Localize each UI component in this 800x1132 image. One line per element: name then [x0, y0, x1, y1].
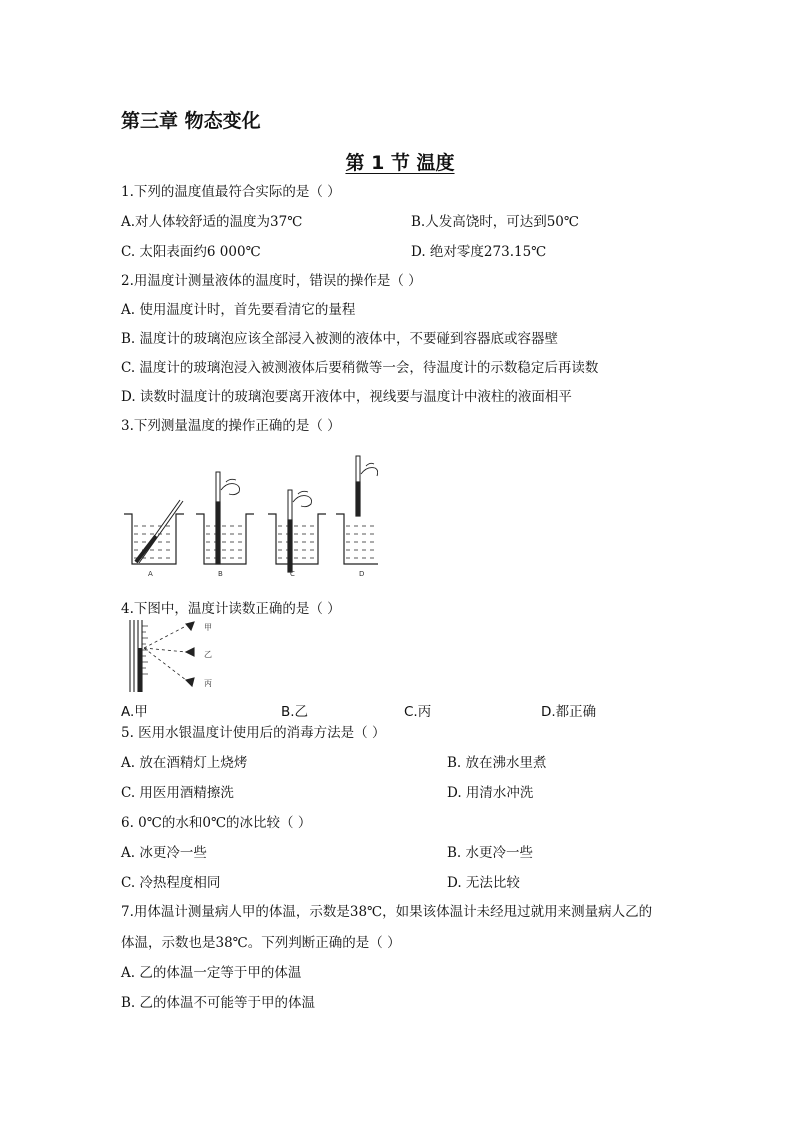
q5-option-d: D. 用清水冲洗 [447, 785, 534, 801]
q7-stem-line1: 7.用体温计测量病人甲的体温，示数是38℃，如果该体温计未经甩过就用来测量病人乙的 [121, 904, 653, 920]
chapter-title: 第三章 物态变化 [121, 110, 261, 132]
q6-stem: 6. 0℃的水和0℃的冰比较（ ） [121, 815, 312, 831]
q3-label-d: D [359, 570, 365, 578]
q4-option-d: D.都正确 [541, 704, 597, 720]
q6-option-a: A. 冰更冷一些 [121, 845, 207, 861]
q1-stem: 1.下列的温度值最符合实际的是（ ） [121, 184, 341, 200]
q6-option-c: C. 冷热程度相同 [121, 875, 221, 891]
q2-option-b: B. 温度计的玻璃泡应该全部浸入被测的液体中，不要碰到容器底或容器壁 [121, 331, 559, 347]
q3-label-b: B [218, 570, 223, 578]
q1-option-a: A.对人体较舒适的温度为37℃ [121, 214, 303, 230]
q5-stem: 5. 医用水银温度计使用后的消毒方法是（ ） [121, 725, 386, 741]
beaker-c [268, 490, 326, 572]
q3-stem: 3.下列测量温度的操作正确的是（ ） [121, 418, 341, 434]
beaker-a [124, 500, 184, 564]
q4-thermometer-reading-figure [122, 618, 222, 694]
q2-option-a: A. 使用温度计时，首先要看清它的量程 [121, 302, 356, 318]
q3-label-a: A [148, 570, 153, 578]
q4-option-b: B.乙 [281, 704, 309, 720]
beaker-b [196, 472, 254, 564]
q7-option-b: B. 乙的体温不可能等于甲的体温 [121, 995, 316, 1011]
q4-option-a: A.甲 [121, 704, 148, 720]
q1-option-d: D. 绝对零度273.15℃ [411, 244, 547, 260]
q6-option-b: B. 水更冷一些 [447, 845, 534, 861]
section-title [0, 148, 800, 175]
q2-option-d: D. 读数时温度计的玻璃泡要离开液体中，视线要与温度计中液柱的液面相平 [121, 389, 572, 405]
q1-option-c: C. 太阳表面约6 000℃ [121, 244, 261, 260]
q1-option-b: B.人发高饶时，可达到50℃ [411, 214, 579, 230]
q5-option-c: C. 用医用酒精擦洗 [121, 785, 234, 801]
q3-thermometer-beakers-figure [118, 452, 378, 580]
q7-option-a: A. 乙的体温一定等于甲的体温 [121, 965, 302, 981]
q4-stem: 4.下图中，温度计读数正确的是（ ） [121, 601, 341, 617]
q2-option-c: C. 温度计的玻璃泡浸入被测液体后要稍微等一会，待温度计的示数稳定后再读数 [121, 360, 599, 376]
q4-option-c: C.丙 [404, 704, 432, 720]
beaker-d [336, 456, 378, 564]
q4-label-yi: 乙 [204, 650, 212, 659]
q2-stem: 2.用温度计测量液体的温度时，错误的操作是（ ） [121, 273, 422, 289]
q7-stem-line2: 体温，示数也是38℃。下列判断正确的是（ ） [121, 935, 401, 951]
section-title-text: 第 1 节 温度 [345, 152, 455, 174]
q5-option-b: B. 放在沸水里煮 [447, 755, 547, 771]
q3-label-c: C [290, 570, 295, 578]
q4-label-jia: 甲 [204, 623, 212, 632]
q5-option-a: A. 放在酒精灯上烧烤 [121, 755, 248, 771]
q4-label-bing: 丙 [204, 679, 212, 688]
q6-option-d: D. 无法比较 [447, 875, 520, 891]
